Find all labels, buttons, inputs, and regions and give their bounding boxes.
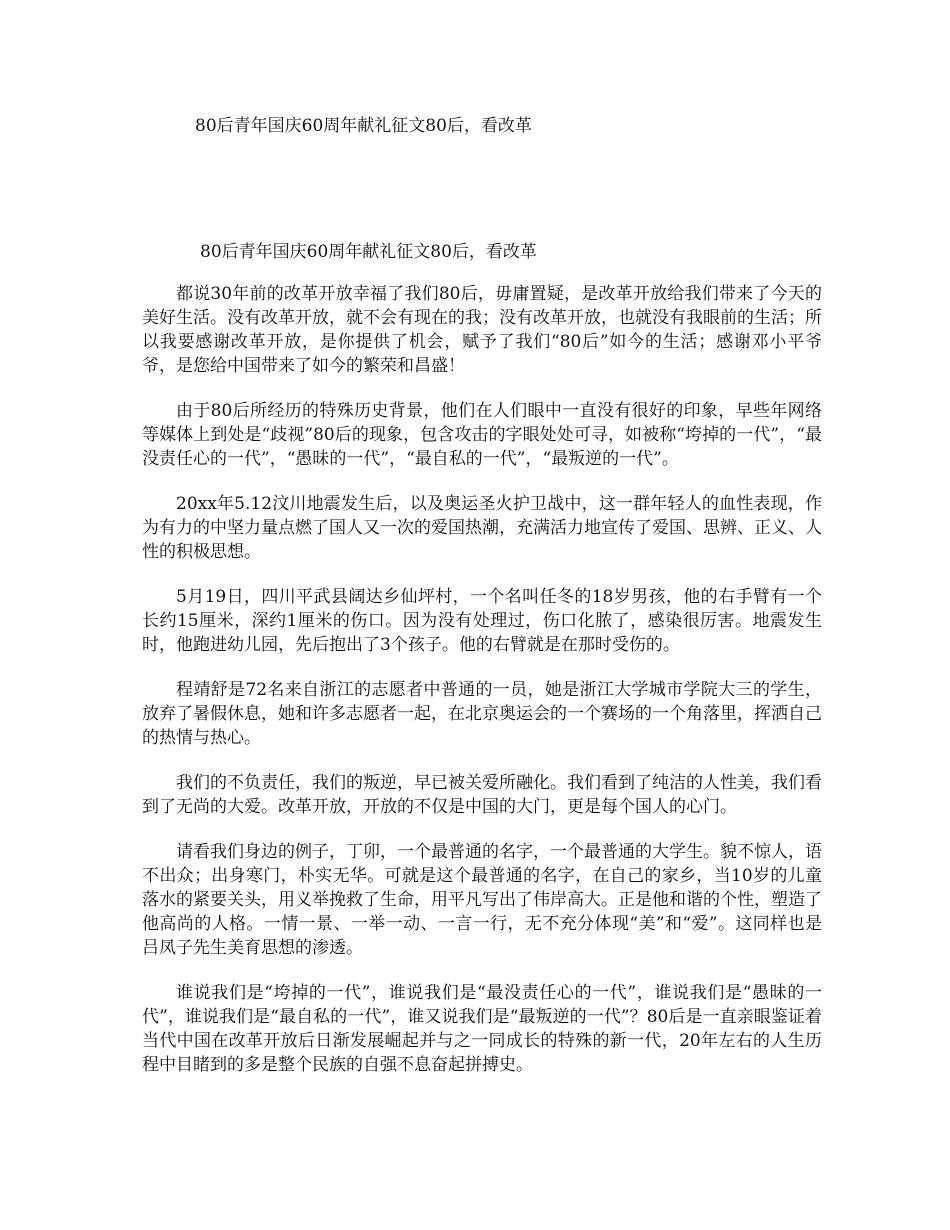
paragraph-4: 5月19日，四川平武县阔达乡仙坪村，一个名叫任冬的18岁男孩，他的右手臂有一个长约15厘米，深约1厘米的伤口。因为没有处理过，伤口化脓了，感染很厉害。地震发生时，他跑进幼儿园，先后抱出了3个孩子。他的右臂就是在那时受伤的。 [142,587,822,655]
paragraph-6: 我们的不负责任，我们的叛逆，早已被关爱所融化。我们看到了纯洁的人性美，我们看到了无尚的大爱。改革开放，开放的不仅是中国的大门，更是每个国人的心门。 [142,773,822,817]
paragraph-2: 由于80后所经历的特殊历史背景，他们在人们眼中一直没有很好的印象，早些年网络等媒体上到处是“歧视”80后的现象，包含攻击的字眼处处可寻，如被称“垮掉的一代”，“最没责任心的一代”，“愚昧的一代”，“最自私的一代”，“最叛逆的一代”。 [142,401,822,469]
paragraph-1: 都说30年前的改革开放幸福了我们80后，毋庸置疑，是改革开放给我们带来了今天的美好生活。没有改革开放，就不会有现在的我；没有改革开放，也就没有我眼前的生活；所以我要感谢改革开放，是你提供了机会，赋予了我们“80后”如今的生活；感谢邓小平爷爷，是您给中国带来了如今的繁荣和昌盛！ [142,284,822,376]
header-title: 80后青年国庆60周年献礼征文80后，看改革 [195,116,532,136]
paragraph-5: 程靖舒是72名来自浙江的志愿者中普通的一员，她是浙江大学城市学院大三的学生，放弃了暑假休息，她和许多志愿者一起，在北京奥运会的一个赛场的一个角落里，挥洒自己的热情与热心。 [142,680,822,748]
paragraph-7: 请看我们身边的例子，丁卯，一个最普通的名字，一个最普通的大学生。貌不惊人，语不出众；出身寒门，朴实无华。可就是这个最普通的名字，在自己的家乡，当10岁的儿童落水的紧要关头，用义举挽救了生命，用平凡写出了伟岸高大。正是他和谐的个性，塑造了他高尚的人格。一情一景、一举一动、一言一行，无不充分体现“美”和“爱”。这同样也是吕凤子先生美育思想的渗透。 [142,842,822,958]
document-title: 80后青年国庆60周年献礼征文80后，看改革 [200,242,537,262]
document-body [142,282,822,1098]
paragraph-3: 20xx年5.12汶川地震发生后，以及奥运圣火护卫战中，这一群年轻人的血性表现，作为有力的中坚力量点燃了国人又一次的爱国热潮，充满活力地宣传了爱国、思辨、正义、人性的积极思想。 [142,494,822,562]
paragraph-8: 谁说我们是“垮掉的一代”，谁说我们是“最没责任心的一代”，谁说我们是“愚昧的一代”，谁说我们是“最自私的一代”，谁又说我们是“最叛逆的一代”？80后是一直亲眼鉴证着当代中国在改革开放后日渐发展崛起并与之一同成长的特殊的新一代，20年左右的人生历程中目睹到的多是整个民族的自强不息奋起拼搏史。 [142,983,822,1075]
